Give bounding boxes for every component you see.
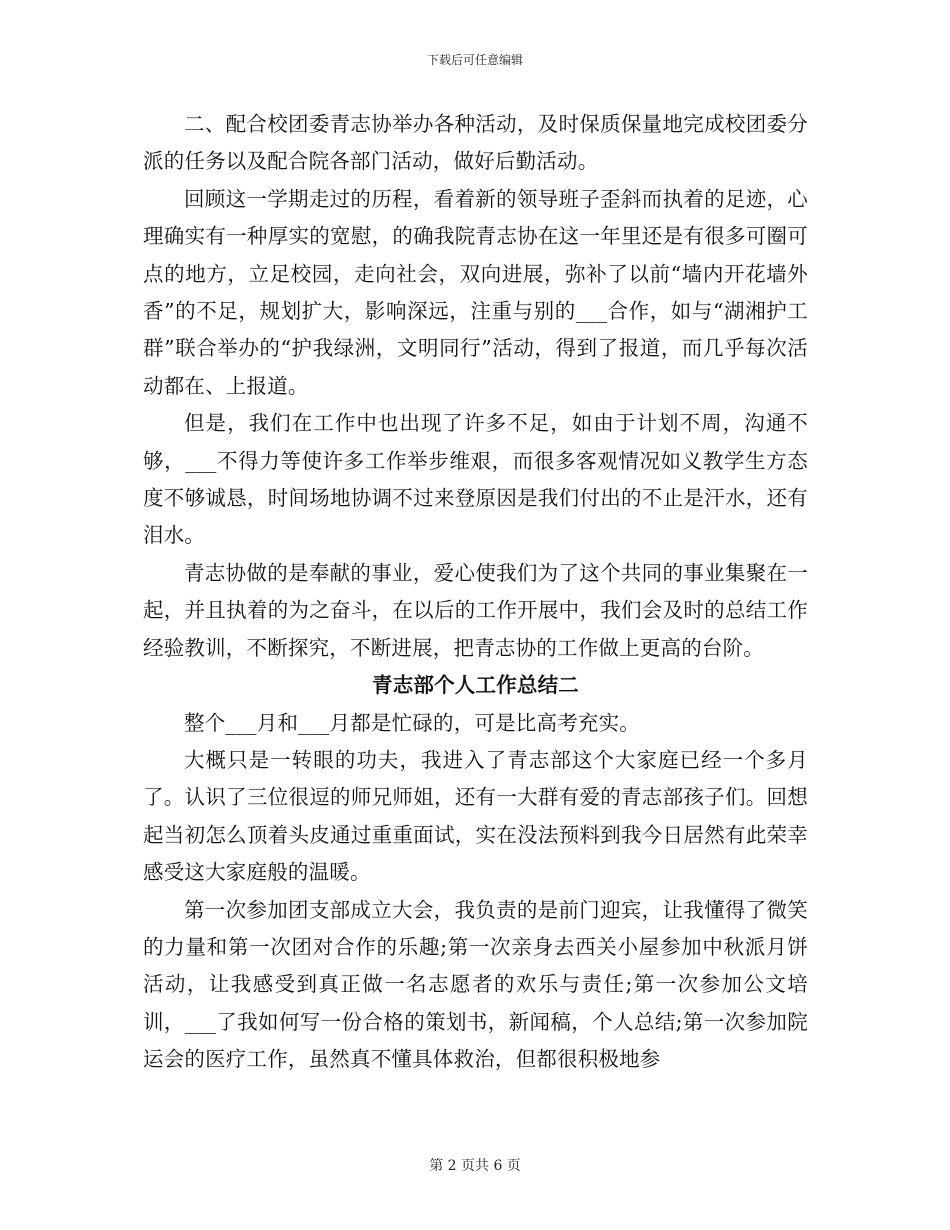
paragraph: 但是，我们在工作中也出现了许多不足，如由于计划不周，沟通不够，___不得力等使许多工作举步维艰，而很多客观情况如义教学生方态度不够诚恳，时间场地协调不过来登原因是我们付出的不止是汗水，还有泪水。	[143, 411, 808, 548]
paragraph: 第一次参加团支部成立大会，我负责的是前门迎宾，让我懂得了微笑的力量和第一次团对合作的乐趣;第一次亲身去西关小屋参加中秋派月饼活动，让我感受到真正做一名志愿者的欢乐与责任;第一次参加公文培训，___了我如何写一份合格的策划书，新闻稿，个人总结;第一次参加院运会的医疗工作，虽然真不懂具体救治，但都很积极地参	[143, 897, 808, 1072]
paragraph: 回顾这一学期走过的历程，看着新的领导班子歪斜而执着的足迹，心理确实有一种厚实的宽慰，的确我院青志协在这一年里还是有很多可圈可点的地方，立足校园，走向社会，双向进展，弥补了以前“墙内开花墙外香”的不足，规划扩大，影响深远，注重与别的___合作，如与“湖湘护工群”联合举办的“护我绿洲，文明同行”活动，得到了报道，而几乎每次活动都在、上报道。	[143, 186, 808, 398]
paragraph: 整个___月和___月都是忙碌的，可是比高考充实。	[184, 710, 640, 735]
paragraph: 青志协做的是奉献的事业，爱心使我们为了这个共同的事业集聚在一起，并且执着的为之奋斗，在以后的工作开展中，我们会及时的总结工作经验教训，不断探究，不断进展，把青志协的工作做上更高的台阶。	[143, 560, 808, 660]
paragraph: 二、配合校团委青志协举办各种活动，及时保质保量地完成校团委分派的任务以及配合院各部门活动，做好后勤活动。	[143, 112, 808, 174]
page-header: 下载后可任意编辑	[426, 53, 523, 67]
page-number: 第 2 页共 6 页	[429, 1158, 521, 1174]
paragraph: 大概只是一转眼的功夫，我进入了青志部这个大家庭已经一个多月了。认识了三位很逗的师兄师姐，还有一大群有爱的青志部孩子们。回想起当初怎么顶着头皮通过重重面试，实在没法预料到我今日居然有此荣幸感受这大家庭般的温暖。	[143, 747, 808, 885]
document-body	[143, 106, 808, 1079]
section-title: 青志部个人工作总结二	[372, 673, 579, 698]
